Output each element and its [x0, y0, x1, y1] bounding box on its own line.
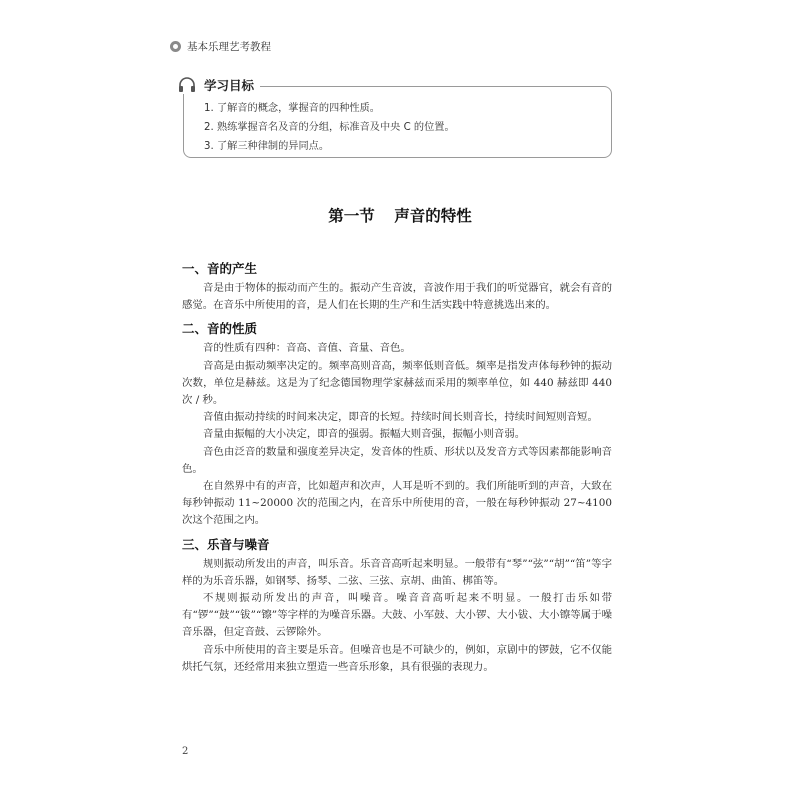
- paragraph: 音量由振幅的大小决定，即音的强弱。振幅大则音强，振幅小则音弱。: [203, 428, 526, 441]
- paragraph: 音高是由振动频率决定的。频率高则音高，频率低则音低。频率是指发声体每秒钟的振动次数，单位是赫兹。这是为了纪念德国物理学家赫兹而采用的频率单位，如 440 赫兹即 440 次 / 秒。: [182, 359, 612, 407]
- headphones-icon: [178, 77, 196, 93]
- section-title: 第一节 声音的特性: [328, 207, 472, 225]
- learning-objectives-box: [183, 78, 612, 158]
- paragraph: 音的性质有四种：音高、音值、音量、音色。: [203, 342, 411, 355]
- objective-item: 1. 了解音的概念，掌握音的四种性质。: [204, 103, 380, 114]
- running-head-title: 基本乐理艺考教程: [187, 40, 271, 53]
- paragraph: 音是由于物体的振动而产生的。振动产生音波，音波作用于我们的听觉器官，就会有音的感觉。在音乐中所使用的音，是人们在长期的生产和生活实践中特意挑选出来的。: [182, 282, 612, 312]
- running-head: [170, 37, 271, 55]
- subsection-heading-sound-production: 一、音的产生: [182, 261, 258, 276]
- paragraph: 不规则振动所发出的声音，叫噪音。噪音音高听起来不明显。一般打击乐如带有“锣”“鼓”“钹”“镲”等字样的为噪音乐器。大鼓、小军鼓、大小锣、大小钹、大小镲等属于噪音乐器，但定音鼓、云锣除外。: [182, 592, 612, 639]
- main-content: [182, 258, 612, 676]
- objectives-header: [178, 76, 260, 94]
- objectives-list: [204, 99, 455, 156]
- paragraph: 音乐中所使用的音主要是乐音。但噪音也是不可缺少的，例如，京剧中的锣鼓，它不仅能烘托气氛，还经常用来独立塑造一些音乐形象，具有很强的表现力。: [182, 643, 612, 673]
- paragraph: 规则振动所发出的声音，叫乐音。乐音音高听起来明显。一般带有“琴”“弦”“胡”“笛”等字样的为乐音乐器，如钢琴、扬琴、二弦、三弦、京胡、曲笛、梆笛等。: [182, 557, 612, 587]
- paragraph: 音值由振动持续的时间来决定，即音的长短。持续时间长则音长，持续时间短则音短。: [203, 411, 598, 424]
- objective-item: 2. 熟练掌握音名及音的分组，标准音及中央 C 的位置。: [204, 122, 455, 133]
- paragraph: 音色由泛音的数量和强度差异决定，发音体的性质、形状以及发音方式等因素都能影响音色。: [182, 445, 612, 475]
- objectives-heading: 学习目标: [204, 78, 255, 93]
- page-number: 2: [182, 746, 189, 757]
- circle-bullet-icon: [170, 41, 181, 52]
- subsection-heading-sound-properties: 二、音的性质: [182, 321, 258, 337]
- paragraph: 在自然界中有的声音，比如超声和次声，人耳是听不到的。我们所能听到的声音，大致在每秒钟振动 11~20000 次的范围之内，在音乐中所使用的音，一般在每秒钟振动 27~4100 次这个范围之内。: [182, 480, 612, 527]
- subsection-heading-musical-tone-and-noise: 三、乐音与噪音: [182, 536, 270, 552]
- objective-item: 3. 了解三种律制的异同点。: [204, 141, 330, 152]
